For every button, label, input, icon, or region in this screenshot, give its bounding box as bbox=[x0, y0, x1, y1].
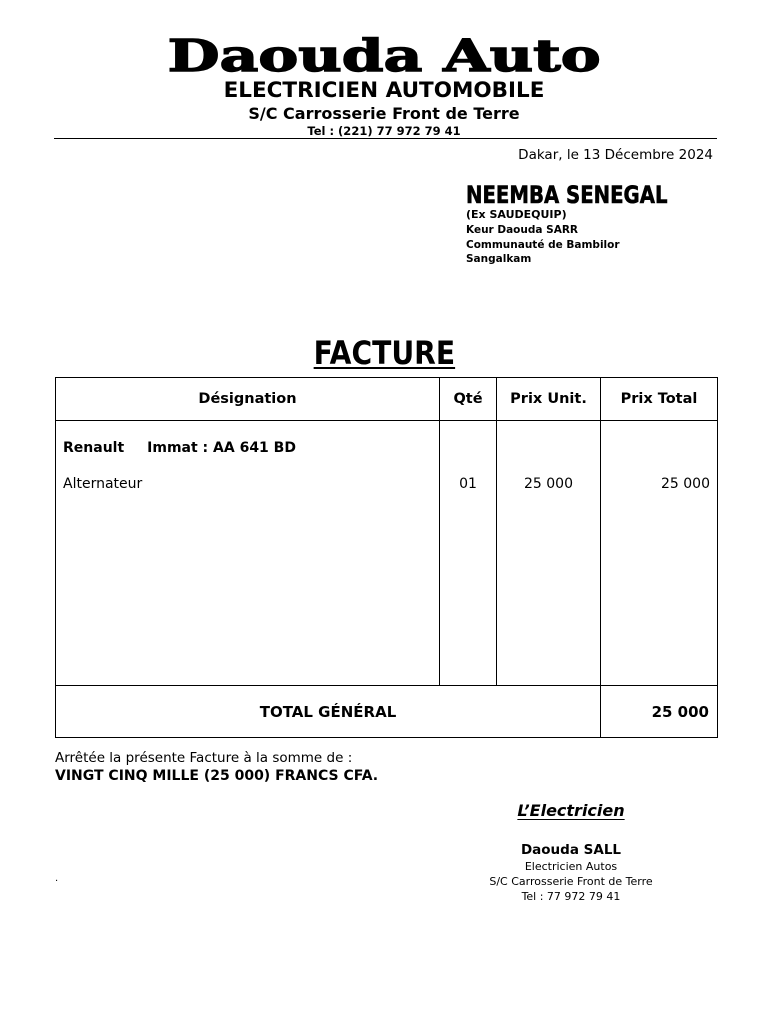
letterhead-company bbox=[0, 32, 768, 82]
signature-title: Electricien Autos bbox=[524, 860, 618, 873]
table-header-row bbox=[56, 378, 718, 421]
company-name: Daouda Auto bbox=[167, 31, 601, 82]
recipient-city: Sangalkam bbox=[466, 253, 532, 265]
total-price-cell bbox=[601, 421, 718, 686]
recipient-name-block bbox=[466, 181, 712, 209]
company-phone: Tel : (221) 77 972 79 41 bbox=[307, 124, 461, 138]
table-row bbox=[56, 421, 718, 686]
amount-statement: Arrêtée la présente Facture à la somme de : bbox=[55, 750, 353, 766]
unit-price-cell bbox=[497, 421, 601, 686]
item-total-price: 25 000 bbox=[661, 476, 710, 492]
recipient-name: NEEMBA SENEGAL bbox=[466, 181, 668, 209]
company-trade: ELECTRICIEN AUTOMOBILE bbox=[223, 78, 545, 103]
amount-in-words: VINGT CINQ MILLE (25 000) FRANCS CFA. bbox=[55, 768, 379, 784]
header-divider bbox=[54, 138, 717, 139]
header-designation: Désignation bbox=[56, 378, 440, 421]
vehicle-registration: Immat : AA 641 BD bbox=[147, 440, 296, 456]
footer-mark: . bbox=[55, 873, 59, 884]
document-title: FACTURE bbox=[313, 334, 455, 372]
vehicle-make: Renault bbox=[63, 440, 125, 456]
item-qty: 01 bbox=[459, 476, 477, 492]
recipient-contact: Keur Daouda SARR bbox=[466, 224, 578, 236]
item-designation: Alternateur bbox=[63, 476, 143, 492]
table-total-row bbox=[56, 686, 718, 738]
qty-cell bbox=[440, 421, 497, 686]
recipient-locality: Communauté de Bambilor bbox=[466, 238, 620, 251]
signature-address: S/C Carrosserie Front de Terre bbox=[489, 875, 653, 888]
header-unit-price: Prix Unit. bbox=[497, 378, 601, 421]
total-label: TOTAL GÉNÉRAL bbox=[56, 686, 601, 738]
header-qty: Qté bbox=[440, 378, 497, 421]
recipient-former-name: (Ex SAUDEQUIP) bbox=[466, 208, 567, 221]
item-unit-price: 25 000 bbox=[524, 476, 573, 492]
signature-name: Daouda SALL bbox=[520, 842, 622, 858]
header-total-price: Prix Total bbox=[601, 378, 718, 421]
document-title-block bbox=[0, 334, 768, 372]
designation-cell bbox=[56, 421, 440, 686]
company-address: S/C Carrosserie Front de Terre bbox=[248, 104, 520, 123]
signature-role: L’Electricien bbox=[517, 801, 625, 820]
vehicle-line bbox=[56, 421, 439, 458]
signature-phone: Tel : 77 972 79 41 bbox=[521, 890, 621, 903]
invoice-table bbox=[55, 377, 718, 738]
invoice-date: Dakar, le 13 Décembre 2024 bbox=[518, 147, 713, 163]
total-value: 25 000 bbox=[601, 686, 718, 738]
